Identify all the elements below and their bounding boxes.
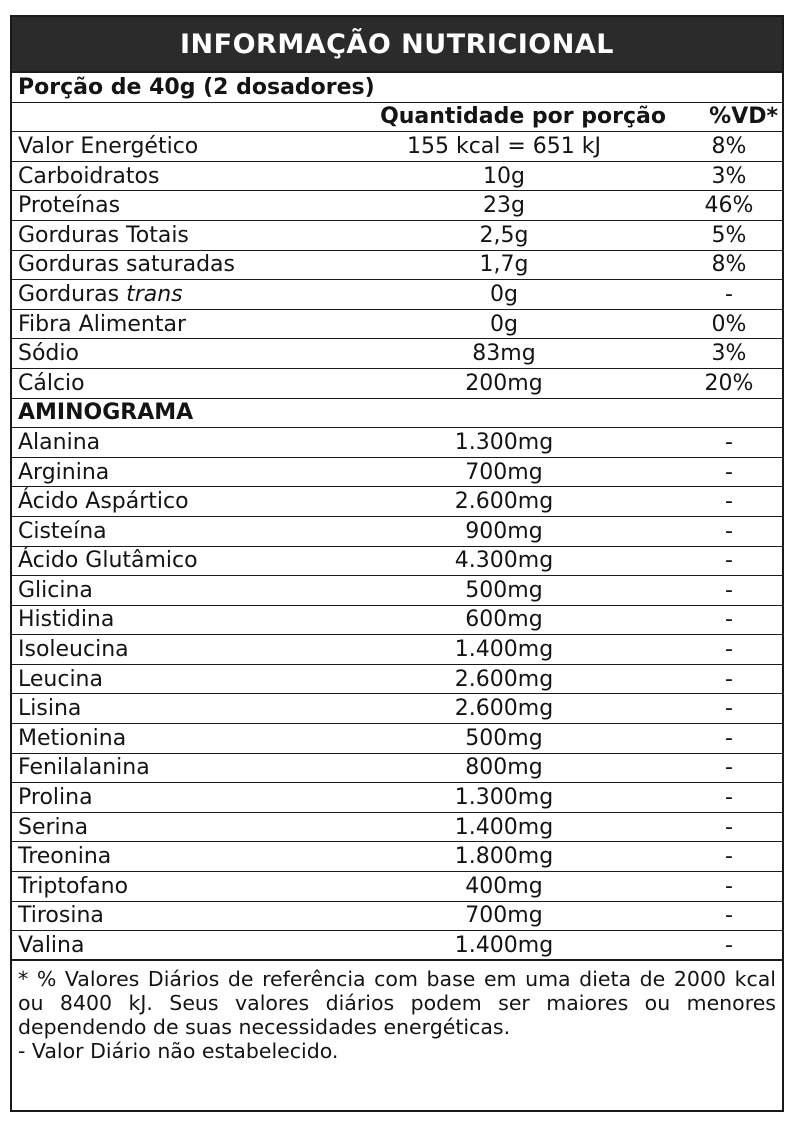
aminoacid-row xyxy=(12,635,782,665)
aminoacid-row xyxy=(12,547,782,577)
nutrient-vd: 3% xyxy=(711,163,747,189)
nutrient-row xyxy=(12,310,782,340)
footnote-reference: * % Valores Diários de referência com base em uma dieta de 2000 kcal ou 8400 kJ. Seus valores diários podem ser maiores ou menores dependendo de suas necessidades energéticas. xyxy=(18,966,776,1039)
nutrient-row xyxy=(12,132,782,162)
nutrient-vd: 20% xyxy=(704,370,754,396)
aminoacid-row xyxy=(12,902,782,932)
aminoacid-name: Fenilalanina xyxy=(18,755,150,781)
nutrient-vd: 8% xyxy=(711,133,747,159)
aminoacid-vd: - xyxy=(725,814,733,840)
aminogram-heading-row xyxy=(12,399,782,429)
nutrient-qty: 155 kcal = 651 kJ xyxy=(406,133,602,159)
nutrient-name: Gorduras Totais xyxy=(18,222,189,248)
aminoacid-vd: - xyxy=(725,607,733,633)
nutrient-vd: 5% xyxy=(711,222,747,248)
aminoacid-qty: 1.300mg xyxy=(454,785,554,811)
aminoacid-name: Ácido Aspártico xyxy=(18,489,189,515)
aminoacid-qty: 600mg xyxy=(465,607,543,633)
aminoacid-row xyxy=(12,665,782,695)
nutrient-row xyxy=(12,369,782,399)
aminoacid-row xyxy=(12,517,782,547)
nutrient-name: Proteínas xyxy=(18,193,121,219)
nutrient-qty: 0g xyxy=(490,281,518,307)
nutrient-vd: 8% xyxy=(711,252,747,278)
aminoacid-qty: 900mg xyxy=(465,518,543,544)
nutrient-qty: 2,5g xyxy=(479,222,529,248)
aminoacid-row xyxy=(12,754,782,784)
nutrient-row xyxy=(12,221,782,251)
aminoacid-vd: - xyxy=(725,429,733,455)
aminoacid-qty: 1.800mg xyxy=(454,844,554,870)
aminogram-heading: AMINOGRAMA xyxy=(18,400,194,426)
aminoacid-vd: - xyxy=(725,725,733,751)
aminoacid-name: Leucina xyxy=(18,666,103,692)
aminoacid-row xyxy=(12,872,782,902)
aminoacid-qty: 2.600mg xyxy=(454,696,554,722)
header-vd: %VD* xyxy=(709,104,778,130)
aminoacid-row xyxy=(12,724,782,754)
aminoacid-vd: - xyxy=(725,637,733,663)
aminoacid-row xyxy=(12,842,782,872)
aminoacid-qty: 1.400mg xyxy=(454,932,554,958)
aminoacid-name: Histidina xyxy=(18,607,115,633)
column-header-row xyxy=(12,103,782,133)
aminoacid-vd: - xyxy=(725,577,733,603)
nutrient-qty: 1,7g xyxy=(479,252,529,278)
nutrient-vd: 3% xyxy=(711,341,747,367)
aminoacid-name: Alanina xyxy=(18,429,101,455)
aminoacid-row xyxy=(12,458,782,488)
aminoacid-name: Serina xyxy=(18,814,89,840)
aminoacid-name: Triptofano xyxy=(18,873,129,899)
aminoacid-row xyxy=(12,694,782,724)
aminoacid-name: Prolina xyxy=(18,785,93,811)
aminoacid-vd: - xyxy=(725,755,733,781)
aminoacid-name: Treonina xyxy=(18,844,112,870)
nutrition-facts-table xyxy=(10,15,784,1112)
aminoacid-name: Lisina xyxy=(18,696,82,722)
aminoacid-vd: - xyxy=(725,548,733,574)
nutrient-vd: - xyxy=(725,281,733,307)
nutrient-row xyxy=(12,339,782,369)
aminoacid-name: Arginina xyxy=(18,459,110,485)
aminoacid-vd: - xyxy=(725,459,733,485)
aminoacid-qty: 700mg xyxy=(465,459,543,485)
nutrient-qty: 23g xyxy=(483,193,525,219)
nutrient-name: Sódio xyxy=(18,341,79,367)
aminoacid-qty: 2.600mg xyxy=(454,489,554,515)
aminoacid-vd: - xyxy=(725,518,733,544)
aminoacid-vd: - xyxy=(725,696,733,722)
aminoacid-name: Cisteína xyxy=(18,518,107,544)
aminoacid-qty: 800mg xyxy=(465,755,543,781)
nutrient-qty: 0g xyxy=(490,311,518,337)
table-title: INFORMAÇÃO NUTRICIONAL xyxy=(12,17,782,73)
nutrient-name xyxy=(12,282,332,307)
aminoacid-vd: - xyxy=(725,903,733,929)
aminoacid-row xyxy=(12,813,782,843)
aminoacid-vd: - xyxy=(725,844,733,870)
aminoacid-qty: 400mg xyxy=(465,873,543,899)
aminoacid-qty: 1.400mg xyxy=(454,637,554,663)
aminoacid-vd: - xyxy=(725,932,733,958)
nutrient-qty: 10g xyxy=(483,163,525,189)
header-quantity: Quantidade por porção xyxy=(380,104,666,130)
nutrient-name-italic: trans xyxy=(126,281,183,307)
aminoacid-qty: 4.300mg xyxy=(454,548,554,574)
footnote xyxy=(12,961,782,1063)
aminoacid-row xyxy=(12,783,782,813)
aminoacid-qty: 2.600mg xyxy=(454,666,554,692)
nutrient-vd: 46% xyxy=(704,193,754,219)
nutrient-row xyxy=(12,191,782,221)
aminoacid-row xyxy=(12,606,782,636)
nutrient-row xyxy=(12,280,782,310)
aminoacid-name: Valina xyxy=(18,932,85,958)
nutrient-vd: 0% xyxy=(711,311,747,337)
nutrient-name: Carboidratos xyxy=(18,163,160,189)
aminoacid-vd: - xyxy=(725,489,733,515)
nutrient-name: Valor Energético xyxy=(18,133,199,159)
aminoacid-vd: - xyxy=(725,666,733,692)
nutrient-qty: 83mg xyxy=(472,341,536,367)
aminoacid-qty: 500mg xyxy=(465,725,543,751)
nutrient-name: Cálcio xyxy=(18,370,85,396)
aminoacid-name: Tirosina xyxy=(18,903,104,929)
aminoacid-row xyxy=(12,931,782,961)
aminoacid-qty: 1.400mg xyxy=(454,814,554,840)
aminoacid-vd: - xyxy=(725,785,733,811)
nutrient-row xyxy=(12,162,782,192)
aminoacid-qty: 700mg xyxy=(465,903,543,929)
aminoacid-name: Glicina xyxy=(18,577,93,603)
portion-row xyxy=(12,73,782,103)
aminoacid-name: Metionina xyxy=(18,725,127,751)
aminoacid-vd: - xyxy=(725,873,733,899)
aminoacid-name: Isoleucina xyxy=(18,637,129,663)
footnote-not-established: - Valor Diário não estabelecido. xyxy=(18,1038,339,1063)
aminoacid-row xyxy=(12,428,782,458)
nutrient-name-prefix: Gorduras xyxy=(18,281,127,307)
aminoacid-row xyxy=(12,487,782,517)
aminoacid-name: Ácido Glutâmico xyxy=(18,548,198,574)
aminoacid-qty: 1.300mg xyxy=(454,429,554,455)
aminoacid-row xyxy=(12,576,782,606)
nutrient-name: Gorduras saturadas xyxy=(18,252,236,278)
nutrient-row xyxy=(12,251,782,281)
aminoacid-qty: 500mg xyxy=(465,577,543,603)
nutrient-name: Fibra Alimentar xyxy=(18,311,186,337)
portion-label: Porção de 40g (2 dosadores) xyxy=(18,74,375,100)
nutrient-qty: 200mg xyxy=(465,370,543,396)
